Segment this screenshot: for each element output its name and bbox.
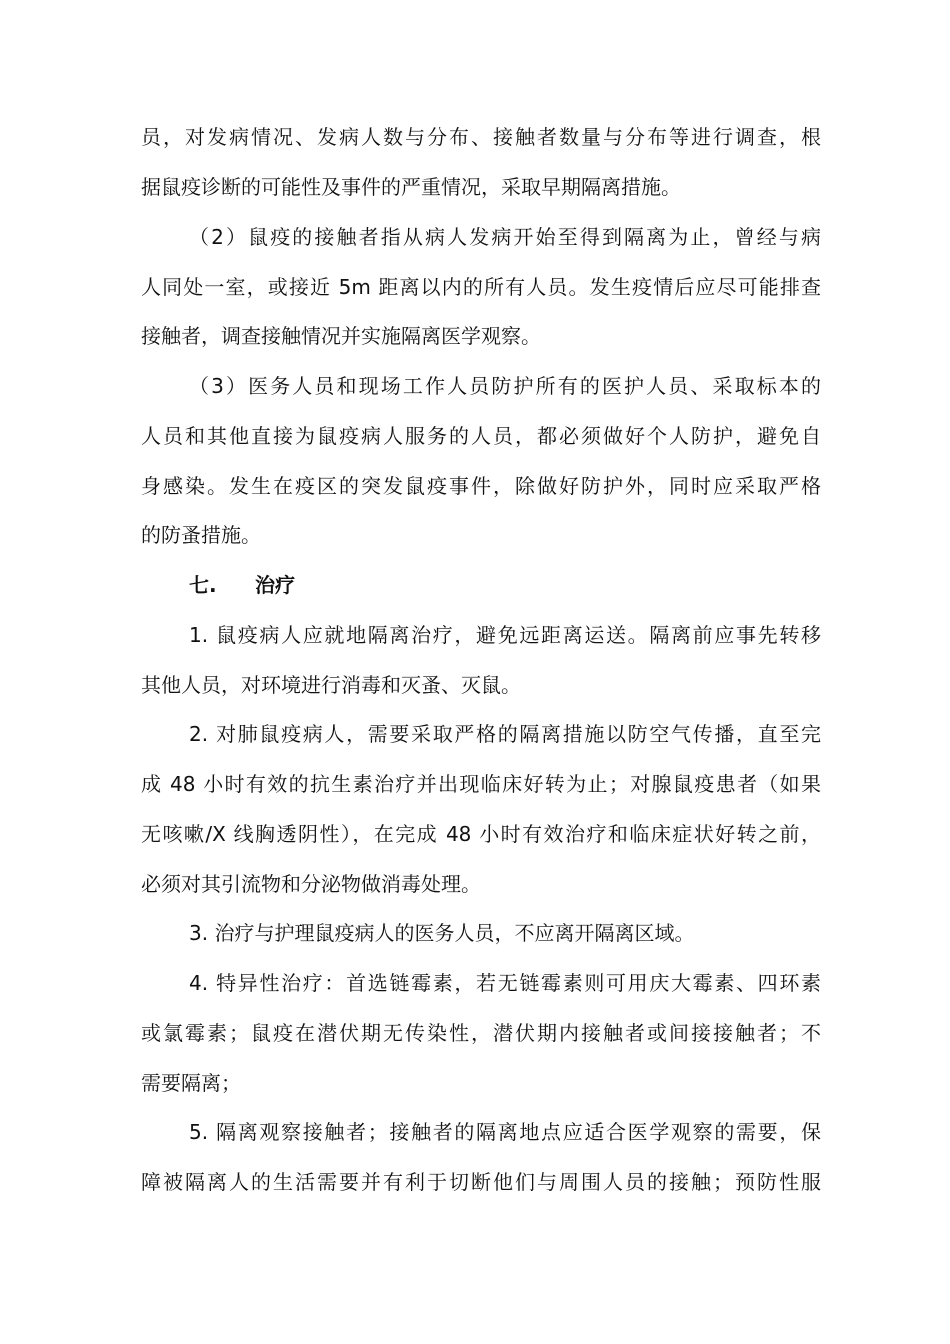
paragraph-line: 成 48 小时有效的抗生素治疗并出现临床好转为止；对腺鼠疫患者（如果 [141,772,821,796]
paragraph-line: 据鼠疫诊断的可能性及事件的严重情况，采取早期隔离措施。 [141,175,681,199]
paragraph-line: 其他人员，对环境进行消毒和灭蚤、灭鼠。 [141,673,521,697]
paragraph-line: 接触者，调查接触情况并实施隔离医学观察。 [141,324,541,348]
section-title: 治疗 [255,573,295,597]
paragraph-line: 身感染。发生在疫区的突发鼠疫事件，除做好防护外，同时应采取严格 [141,474,821,498]
paragraph-line: 1. 鼠疫病人应就地隔离治疗，避免远距离运送。隔离前应事先转移 [189,623,821,647]
paragraph-line: 人同处一室，或接近 5m 距离以内的所有人员。发生疫情后应尽可能排查 [141,275,821,299]
paragraph-line: 需要隔离； [141,1071,241,1095]
paragraph-line: 或氯霉素；鼠疫在潜伏期无传染性，潜伏期内接触者或间接接触者；不 [141,1021,821,1045]
paragraph-line: 5. 隔离观察接触者；接触者的隔离地点应适合医学观察的需要，保 [189,1120,821,1144]
paragraph-line: 障被隔离人的生活需要并有利于切断他们与周围人员的接触；预防性服 [141,1170,821,1194]
paragraph-line: 无咳嗽/X 线胸透阴性），在完成 48 小时有效治疗和临床症状好转之前， [141,822,821,846]
paragraph-line: 员，对发病情况、发病人数与分布、接触者数量与分布等进行调查，根 [141,125,821,149]
section-number: 七. [189,573,217,597]
paragraph-line: 人员和其他直接为鼠疫病人服务的人员，都必须做好个人防护，避免自 [141,424,821,448]
paragraph-line: （3）医务人员和现场工作人员防护所有的医护人员、采取标本的 [189,374,821,398]
paragraph-line: 3. 治疗与护理鼠疫病人的医务人员，不应离开隔离区域。 [189,921,695,945]
section-heading [189,572,295,598]
paragraph-line: 必须对其引流物和分泌物做消毒处理。 [141,872,481,896]
paragraph-line: 4. 特异性治疗：首选链霉素，若无链霉素则可用庆大霉素、四环素 [189,971,821,995]
paragraph-line: 的防蚤措施。 [141,523,261,547]
paragraph-line: 2. 对肺鼠疫病人，需要采取严格的隔离措施以防空气传播，直至完 [189,722,821,746]
paragraph-line: （2）鼠疫的接触者指从病人发病开始至得到隔离为止，曾经与病 [189,225,821,249]
